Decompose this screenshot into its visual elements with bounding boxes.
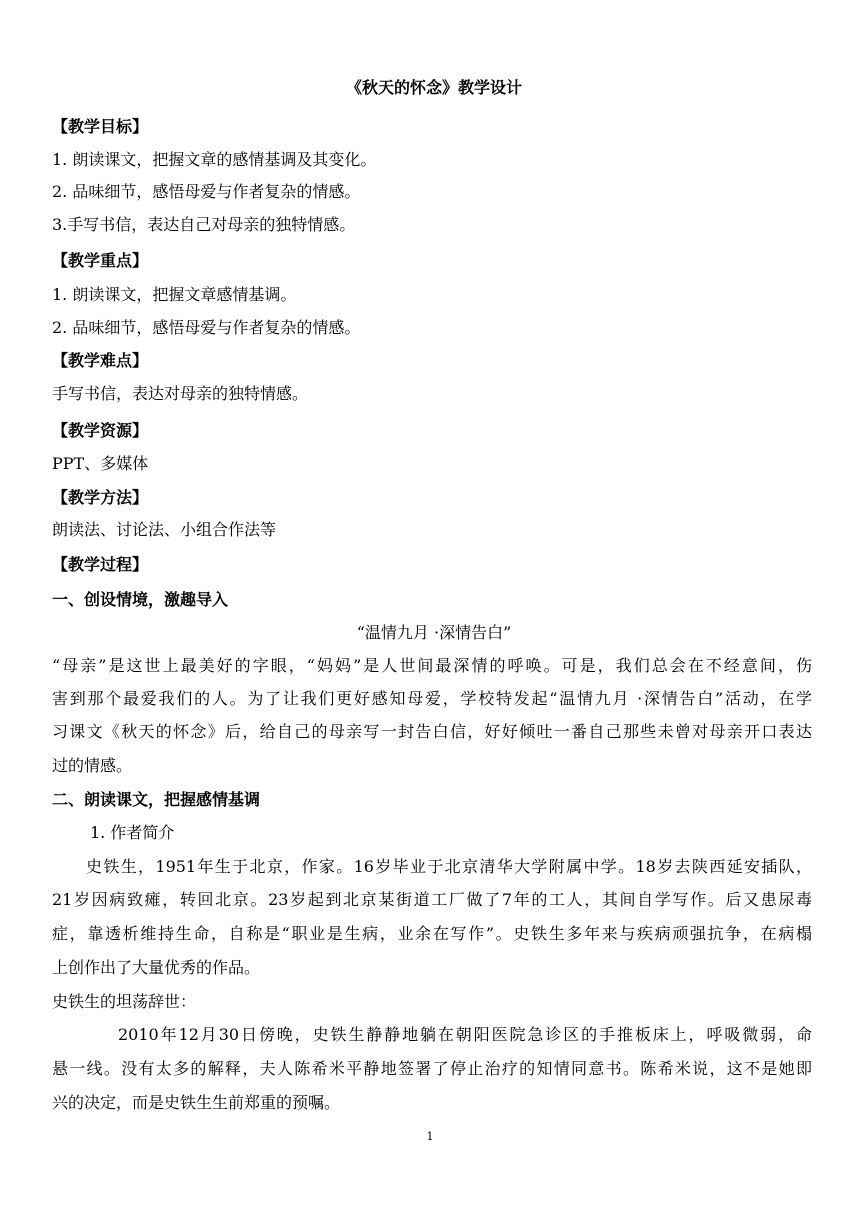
paragraph-line: 症，靠透析维持生命，自称是“职业是生病，业余在写作”。史铁生多年来与疾病顽强抗争，在病榻 xyxy=(52,924,812,943)
resource-item: PPT、多媒体 xyxy=(52,454,149,473)
section-heading-methods: 【教学方法】 xyxy=(52,488,149,507)
paragraph-line: 21岁因病致瘫，转回北京。23岁起到北京某街道工厂做了7年的工人，其间自学写作。后又患尿毒 xyxy=(52,890,812,909)
paragraph-line: 2010年12月30日傍晚，史铁生静静地躺在朝阳医院急诊区的手推板床上，呼吸微弱，命 xyxy=(118,1025,812,1044)
section-heading-process: 【教学过程】 xyxy=(52,555,149,574)
paragraph-line: 兴的决定，而是史铁生生前郑重的预嘱。 xyxy=(52,1093,341,1112)
subsection-title: 1. 作者简介 xyxy=(90,823,175,842)
paragraph-line: 史铁生，1951年生于北京，作家。16岁毕业于北京清华大学附属中学。18岁去陕西延安插队， xyxy=(86,857,812,876)
page-title: 《秋天的怀念》教学设计 xyxy=(345,78,522,97)
paragraph-line: 过的情感。 xyxy=(52,756,133,775)
section-heading-difficulties: 【教学难点】 xyxy=(52,351,149,370)
key-point-item: 1. 朗读课文，把握文章感情基调。 xyxy=(52,285,297,304)
method-item: 朗读法、讨论法、小组合作法等 xyxy=(52,520,277,539)
step-subtitle: “温情九月 ·深情告白” xyxy=(356,623,512,642)
paragraph-heading: 史铁生的坦荡辞世： xyxy=(52,992,197,1011)
section-heading-resources: 【教学资源】 xyxy=(52,421,149,440)
goal-item: 3.手写书信，表达自己对母亲的独特情感。 xyxy=(52,215,356,234)
goal-item: 1. 朗读课文，把握文章的感情基调及其变化。 xyxy=(52,150,377,169)
section-heading-key-points: 【教学重点】 xyxy=(52,251,149,270)
paragraph-line: 害到那个最爱我们的人。为了让我们更好感知母爱，学校特发起“温情九月 ·深情告白”活动，在学 xyxy=(52,689,812,708)
step-heading: 二、朗读课文，把握感情基调 xyxy=(52,790,261,809)
goal-item: 2. 品味细节，感悟母爱与作者复杂的情感。 xyxy=(52,182,361,201)
page-number: 1 xyxy=(426,1130,434,1143)
paragraph-line: 习课文《秋天的怀念》后，给自己的母亲写一封告白信，好好倾吐一番自己那些未曾对母亲开口表达 xyxy=(52,722,812,741)
paragraph-line: 悬一线。没有太多的解释，夫人陈希米平静地签署了停止治疗的知情同意书。陈希米说，这不是她即 xyxy=(52,1059,812,1078)
step-heading: 一、创设情境，激趣导入 xyxy=(52,590,229,609)
key-point-item: 2. 品味细节，感悟母爱与作者复杂的情感。 xyxy=(52,318,361,337)
paragraph-line: 上创作出了大量优秀的作品。 xyxy=(52,958,261,977)
section-heading-goals: 【教学目标】 xyxy=(52,117,149,136)
difficulty-item: 手写书信，表达对母亲的独特情感。 xyxy=(52,384,309,403)
paragraph-line: “母亲”是这世上最美好的字眼，“妈妈”是人世间最深情的呼唤。可是，我们总会在不经意间，伤 xyxy=(52,656,812,675)
